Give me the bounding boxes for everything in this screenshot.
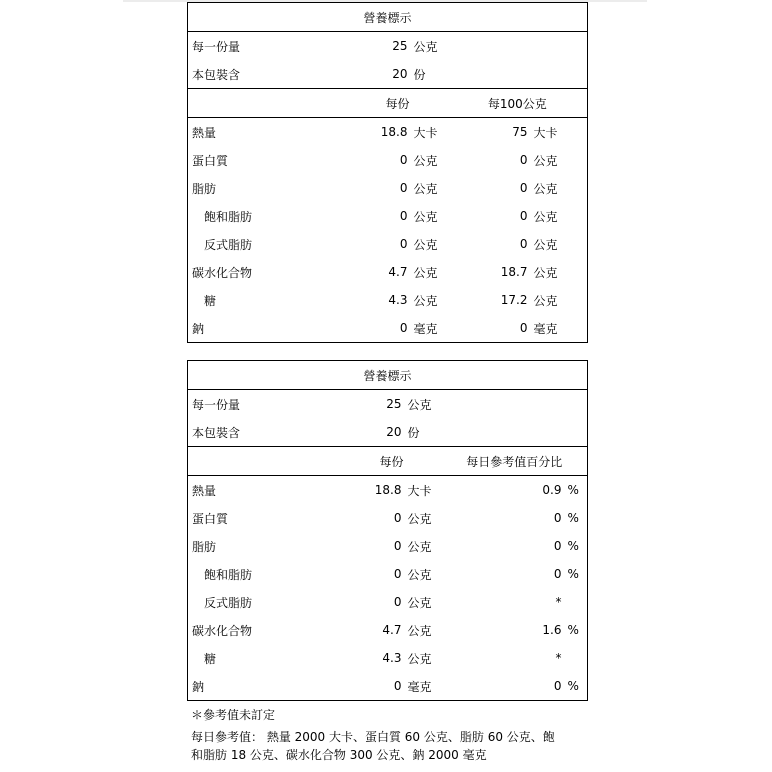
table-row — [188, 230, 588, 258]
daily-pct-value: 0 — [553, 567, 562, 581]
per-100g-unit: 公克 — [533, 293, 558, 308]
table-row — [188, 118, 588, 147]
nutrient-label: 蛋白質 — [192, 153, 229, 168]
nutrient-label: 熱量 — [192, 125, 217, 140]
serving-size-label: 每一份量 — [192, 39, 241, 54]
per-serving-unit: 公克 — [413, 265, 438, 280]
servings-per-pack-value: 20 — [342, 418, 402, 447]
per-serving-value: 4.3 — [382, 651, 402, 665]
table-row — [188, 174, 588, 202]
table-row — [188, 588, 588, 616]
per-serving-value: 0 — [399, 181, 408, 195]
serving-size-value: 25 — [392, 39, 408, 53]
per-serving-value: 18.8 — [380, 125, 408, 139]
per-serving-unit: 公克 — [407, 511, 432, 526]
per-100g-unit: 公克 — [533, 181, 558, 196]
nutrient-label: 蛋白質 — [192, 511, 229, 526]
per-serving-value: 0 — [399, 321, 408, 335]
table-row — [188, 258, 588, 286]
daily-pct-unit: % — [567, 679, 579, 693]
table-row — [188, 560, 588, 588]
nutrient-label: 糖 — [204, 651, 217, 666]
nutrient-label: 鈉 — [192, 321, 205, 336]
table-row — [188, 476, 588, 505]
per-100g-unit: 公克 — [533, 237, 558, 252]
per-serving-unit: 公克 — [407, 567, 432, 582]
daily-reference-line-1: 每日參考值： 熱量 2000 大卡、蛋白質 60 公克、脂肪 60 公克、飽 — [191, 730, 555, 744]
per-100g-unit: 公克 — [533, 153, 558, 168]
nutrient-label: 脂肪 — [192, 539, 217, 554]
col-daily-pct-header: 每日參考值百分比 — [442, 447, 588, 476]
nutrient-label: 脂肪 — [192, 181, 217, 196]
per-serving-unit: 公克 — [413, 153, 438, 168]
per-serving-unit: 公克 — [413, 237, 438, 252]
servings-per-pack-unit: 份 — [408, 60, 448, 89]
per-serving-value: 0 — [393, 511, 402, 525]
nutrient-label: 碳水化合物 — [192, 265, 253, 280]
daily-pct-value: * — [555, 595, 562, 609]
col-per-serving-header: 每份 — [342, 447, 442, 476]
table-title-row — [188, 361, 588, 390]
daily-pct-unit: % — [567, 539, 579, 553]
nutrient-label: 鈉 — [192, 679, 205, 694]
per-100g-value: 0 — [519, 209, 528, 223]
nutrient-label: 碳水化合物 — [192, 623, 253, 638]
daily-reference-line-2: 和脂肪 18 公克、碳水化合物 300 公克、鈉 2000 毫克 — [191, 748, 487, 762]
daily-pct-value: 0 — [553, 679, 562, 693]
per-100g-unit: 公克 — [533, 265, 558, 280]
asterisk-footnote: ＊參考值未訂定 — [191, 708, 276, 722]
daily-pct-unit: % — [567, 567, 579, 581]
table-row — [188, 532, 588, 560]
serving-size-value: 25 — [386, 397, 402, 411]
serving-size-unit: 公克 — [413, 39, 438, 54]
per-serving-unit: 毫克 — [407, 679, 432, 694]
column-header-row — [188, 447, 588, 476]
nutrient-label: 反式脂肪 — [204, 595, 253, 610]
nutrition-table-per-100g — [187, 2, 588, 343]
daily-pct-value: 0 — [553, 511, 562, 525]
per-serving-unit: 公克 — [407, 595, 432, 610]
table-title-row — [188, 3, 588, 32]
per-serving-value: 4.7 — [382, 623, 402, 637]
per-100g-unit: 毫克 — [533, 321, 558, 336]
table-row — [188, 202, 588, 230]
table-title: 營養標示 — [188, 3, 588, 32]
servings-per-pack-unit: 份 — [402, 418, 442, 447]
per-100g-value: 0 — [519, 153, 528, 167]
daily-pct-unit: % — [567, 483, 579, 497]
per-serving-unit: 公克 — [413, 209, 438, 224]
col-per-serving-header: 每份 — [348, 89, 448, 118]
per-100g-value: 75 — [512, 125, 528, 139]
per-serving-value: 0 — [399, 153, 408, 167]
per-100g-value: 0 — [519, 321, 528, 335]
table-row — [188, 644, 588, 672]
table-row — [188, 504, 588, 532]
nutrient-label: 糖 — [204, 293, 217, 308]
per-serving-value: 4.7 — [388, 265, 408, 279]
per-serving-value: 4.3 — [388, 293, 408, 307]
servings-per-pack-value: 20 — [348, 60, 408, 89]
per-serving-unit: 公克 — [407, 539, 432, 554]
nutrient-label: 反式脂肪 — [204, 237, 253, 252]
per-serving-unit: 公克 — [413, 181, 438, 196]
table-row — [188, 314, 588, 343]
per-serving-unit: 毫克 — [413, 321, 438, 336]
serving-size-row — [188, 390, 588, 419]
daily-pct-unit — [562, 644, 588, 672]
daily-pct-value: 1.6 — [542, 623, 562, 637]
serving-size-row — [188, 32, 588, 61]
per-100g-unit: 大卡 — [533, 125, 558, 140]
nutrition-table-daily-value — [187, 360, 588, 701]
table-title: 營養標示 — [188, 361, 588, 390]
nutrient-label: 熱量 — [192, 483, 217, 498]
daily-pct-unit — [562, 588, 588, 616]
daily-pct-unit: % — [567, 623, 579, 637]
table-row — [188, 616, 588, 644]
daily-pct-unit: % — [567, 511, 579, 525]
per-serving-value: 0 — [399, 209, 408, 223]
table-row — [188, 672, 588, 701]
servings-per-pack-row — [188, 60, 588, 89]
per-serving-unit: 公克 — [413, 293, 438, 308]
per-100g-unit: 公克 — [533, 209, 558, 224]
per-serving-value: 0 — [393, 567, 402, 581]
per-serving-value: 0 — [393, 539, 402, 553]
per-serving-value: 18.8 — [374, 483, 402, 497]
table-row — [188, 286, 588, 314]
per-serving-unit: 公克 — [407, 623, 432, 638]
servings-per-pack-row — [188, 418, 588, 447]
daily-pct-value: 0 — [553, 539, 562, 553]
per-100g-value: 17.2 — [500, 293, 528, 307]
per-serving-unit: 公克 — [407, 651, 432, 666]
per-serving-value: 0 — [393, 595, 402, 609]
per-serving-value: 0 — [393, 679, 402, 693]
per-100g-value: 0 — [519, 181, 528, 195]
serving-size-label: 每一份量 — [192, 397, 241, 412]
per-serving-unit: 大卡 — [407, 483, 432, 498]
col-per-100g-header: 每100公克 — [448, 89, 588, 118]
per-100g-value: 18.7 — [500, 265, 528, 279]
daily-pct-value: 0.9 — [542, 483, 562, 497]
nutrient-label: 飽和脂肪 — [204, 567, 253, 582]
nutrient-label: 飽和脂肪 — [204, 209, 253, 224]
servings-per-pack-label: 本包裝含 — [188, 60, 348, 89]
table-row — [188, 146, 588, 174]
servings-per-pack-label: 本包裝含 — [188, 418, 342, 447]
per-serving-unit: 大卡 — [413, 125, 438, 140]
per-serving-value: 0 — [399, 237, 408, 251]
per-100g-value: 0 — [519, 237, 528, 251]
daily-pct-value: * — [555, 651, 562, 665]
serving-size-unit: 公克 — [407, 397, 432, 412]
column-header-row — [188, 89, 588, 118]
